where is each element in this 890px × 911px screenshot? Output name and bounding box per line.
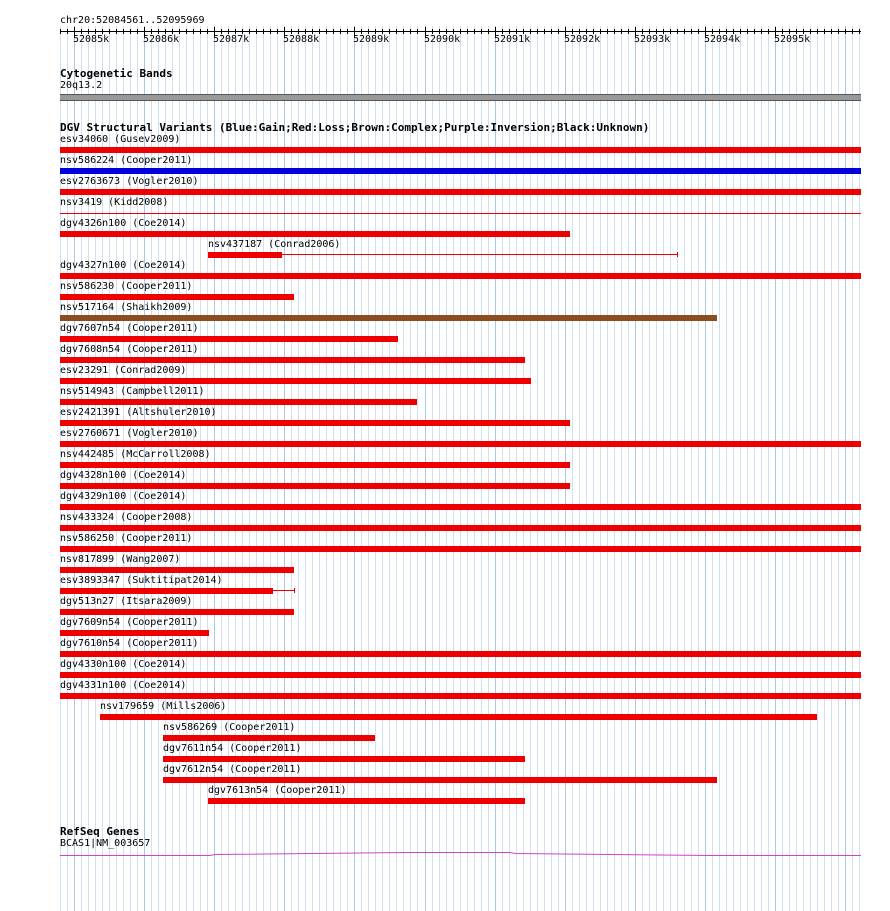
ruler-minor-tick bbox=[824, 29, 825, 34]
ruler-minor-tick bbox=[326, 29, 327, 34]
ruler-minor-tick bbox=[509, 29, 510, 34]
ruler-minor-tick bbox=[165, 29, 166, 34]
ruler-minor-tick bbox=[551, 29, 552, 34]
dgv-track-title: DGV Structural Variants (Blue:Gain;Red:Loss;Brown:Complex;Purple:Inversion;Black:Unknown) bbox=[60, 121, 650, 134]
ruler-minor-tick bbox=[95, 29, 96, 34]
ruler-minor-tick bbox=[312, 29, 313, 34]
dgv-feature-label: dgv4330n100 (Coe2014) bbox=[60, 659, 187, 670]
ruler-minor-tick bbox=[382, 29, 383, 34]
ruler-minor-tick bbox=[579, 29, 580, 34]
ruler-minor-tick bbox=[481, 29, 482, 34]
ruler-minor-tick bbox=[67, 29, 68, 34]
ruler-minor-tick bbox=[544, 29, 545, 34]
ruler-minor-tick bbox=[733, 29, 734, 34]
dgv-feature-label: nsv586224 (Cooper2011) bbox=[60, 155, 193, 166]
dgv-feature-label: nsv433324 (Cooper2008) bbox=[60, 512, 193, 523]
ruler-tick-label: 52090k bbox=[424, 34, 461, 45]
ruler-minor-tick bbox=[754, 29, 755, 34]
ruler-minor-tick bbox=[852, 29, 853, 34]
dgv-feature-ci-whisker bbox=[677, 252, 678, 257]
grid-line bbox=[817, 26, 818, 911]
ruler-minor-tick bbox=[137, 29, 138, 34]
ruler-minor-tick bbox=[488, 29, 489, 34]
dgv-feature-bar[interactable] bbox=[60, 231, 570, 237]
ruler-minor-tick bbox=[775, 29, 776, 34]
ruler-tick-label: 52092k bbox=[564, 34, 601, 45]
dgv-feature-bar[interactable] bbox=[60, 483, 570, 489]
dgv-feature-bar[interactable] bbox=[60, 462, 570, 468]
ruler-minor-tick bbox=[340, 29, 341, 34]
ruler-minor-tick bbox=[495, 29, 496, 34]
ruler-minor-tick bbox=[144, 29, 145, 34]
dgv-feature-bar[interactable] bbox=[60, 399, 417, 405]
dgv-feature-bar[interactable] bbox=[60, 213, 861, 214]
ruler-minor-tick bbox=[810, 29, 811, 34]
ruler-minor-tick bbox=[698, 29, 699, 34]
cytoband-bar[interactable] bbox=[60, 94, 861, 101]
ruler-minor-tick bbox=[558, 29, 559, 34]
ruler-minor-tick bbox=[838, 29, 839, 34]
ruler-minor-tick bbox=[305, 29, 306, 34]
ruler-minor-tick bbox=[207, 29, 208, 34]
ruler-minor-tick bbox=[256, 29, 257, 34]
gene-line bbox=[60, 853, 861, 856]
ruler-minor-tick bbox=[663, 29, 664, 34]
ruler-minor-tick bbox=[284, 29, 285, 34]
dgv-feature-bar[interactable] bbox=[60, 273, 861, 279]
dgv-feature-label: esv2760671 (Vogler2010) bbox=[60, 428, 199, 439]
ruler-minor-tick bbox=[677, 29, 678, 34]
refseq-gene-label: BCAS1|NM_003657 bbox=[60, 838, 151, 849]
ruler-minor-tick bbox=[172, 29, 173, 34]
dgv-feature-bar[interactable] bbox=[60, 504, 861, 510]
ruler-minor-tick bbox=[642, 29, 643, 34]
dgv-feature-bar[interactable] bbox=[60, 378, 531, 384]
ruler-minor-tick bbox=[635, 29, 636, 34]
dgv-feature-label: nsv586230 (Cooper2011) bbox=[60, 281, 193, 292]
ruler-minor-tick bbox=[537, 29, 538, 34]
dgv-feature-label: dgv7613n54 (Cooper2011) bbox=[208, 785, 347, 796]
ruler-minor-tick bbox=[439, 29, 440, 34]
grid-line bbox=[838, 26, 839, 911]
grid-line bbox=[831, 26, 832, 911]
ruler-minor-tick bbox=[691, 29, 692, 34]
grid-line bbox=[733, 26, 734, 911]
grid-line bbox=[747, 26, 748, 911]
ruler-minor-tick bbox=[859, 29, 860, 34]
dgv-feature-label: dgv7608n54 (Cooper2011) bbox=[60, 344, 199, 355]
ruler-minor-tick bbox=[123, 29, 124, 34]
ruler-minor-tick bbox=[803, 29, 804, 34]
grid-line bbox=[810, 26, 811, 911]
ruler-minor-tick bbox=[417, 29, 418, 34]
dgv-feature-bar[interactable] bbox=[60, 546, 861, 552]
dgv-feature-label: dgv4329n100 (Coe2014) bbox=[60, 491, 187, 502]
ruler-minor-tick bbox=[354, 29, 355, 34]
dgv-feature-label: dgv4326n100 (Coe2014) bbox=[60, 218, 187, 229]
ruler-minor-tick bbox=[130, 29, 131, 34]
ruler-minor-tick bbox=[600, 29, 601, 34]
dgv-feature-label: dgv7611n54 (Cooper2011) bbox=[163, 743, 302, 754]
ruler-minor-tick bbox=[516, 29, 517, 34]
dgv-feature-bar[interactable] bbox=[60, 609, 294, 615]
ruler-minor-tick bbox=[158, 29, 159, 34]
grid-line bbox=[761, 26, 762, 911]
ruler-minor-tick bbox=[614, 29, 615, 34]
dgv-feature-label: esv2421391 (Altshuler2010) bbox=[60, 407, 217, 418]
ruler-minor-tick bbox=[270, 29, 271, 34]
dgv-feature-label: nsv586250 (Cooper2011) bbox=[60, 533, 193, 544]
dgv-feature-bar[interactable] bbox=[208, 252, 282, 258]
dgv-feature-bar[interactable] bbox=[60, 189, 861, 195]
ruler-minor-tick bbox=[621, 29, 622, 34]
ruler-minor-tick bbox=[389, 29, 390, 34]
ruler-minor-tick bbox=[796, 29, 797, 34]
ruler-minor-tick bbox=[298, 29, 299, 34]
ruler-minor-tick bbox=[74, 29, 75, 34]
dgv-feature-label: nsv179659 (Mills2006) bbox=[100, 701, 227, 712]
grid-line bbox=[796, 26, 797, 911]
dgv-feature-label: dgv4331n100 (Coe2014) bbox=[60, 680, 187, 691]
ruler-minor-tick bbox=[726, 29, 727, 34]
ruler-minor-tick bbox=[186, 29, 187, 34]
dgv-feature-label: nsv514943 (Campbell2011) bbox=[60, 386, 205, 397]
grid-line bbox=[775, 26, 776, 911]
dgv-feature-label: nsv442485 (McCarroll2008) bbox=[60, 449, 211, 460]
ruler-minor-tick bbox=[347, 29, 348, 34]
dgv-feature-label: esv23291 (Conrad2009) bbox=[60, 365, 187, 376]
ruler-minor-tick bbox=[403, 29, 404, 34]
ruler-minor-tick bbox=[761, 29, 762, 34]
ruler-minor-tick bbox=[719, 29, 720, 34]
dgv-feature-bar[interactable] bbox=[60, 672, 861, 678]
dgv-feature-bar[interactable] bbox=[60, 168, 861, 174]
grid-line bbox=[754, 26, 755, 911]
dgv-feature-ci-line bbox=[282, 254, 677, 255]
ruler-minor-tick bbox=[782, 29, 783, 34]
dgv-feature-label: esv2763673 (Vogler2010) bbox=[60, 176, 199, 187]
ruler-minor-tick bbox=[235, 29, 236, 34]
dgv-feature-label: nsv3419 (Kidd2008) bbox=[60, 197, 169, 208]
dgv-feature-bar[interactable] bbox=[100, 714, 817, 720]
ruler-minor-tick bbox=[768, 29, 769, 34]
ruler-minor-tick bbox=[572, 29, 573, 34]
ruler-minor-tick bbox=[474, 29, 475, 34]
dgv-feature-bar[interactable] bbox=[60, 357, 525, 363]
dgv-feature-label: nsv437187 (Conrad2006) bbox=[208, 239, 341, 250]
dgv-feature-bar[interactable] bbox=[163, 735, 375, 741]
cytoband-track-title: Cytogenetic Bands bbox=[60, 67, 173, 80]
ruler-minor-tick bbox=[593, 29, 594, 34]
grid-line bbox=[824, 26, 825, 911]
ruler-tick-label: 52085k bbox=[73, 34, 110, 45]
ruler-minor-tick bbox=[193, 29, 194, 34]
ruler-minor-tick bbox=[656, 29, 657, 34]
dgv-feature-bar[interactable] bbox=[163, 756, 525, 762]
ruler-minor-tick bbox=[291, 29, 292, 34]
position-label: chr20:52084561..52095969 bbox=[60, 15, 205, 26]
ruler-minor-tick bbox=[81, 29, 82, 34]
dgv-feature-label: dgv4328n100 (Coe2014) bbox=[60, 470, 187, 481]
ruler-minor-tick bbox=[432, 29, 433, 34]
dgv-feature-ci-line bbox=[273, 590, 294, 591]
cytoband-label: 20q13.2 bbox=[60, 80, 103, 91]
ruler-minor-tick bbox=[109, 29, 110, 34]
grid-line bbox=[803, 26, 804, 911]
dgv-feature-bar[interactable] bbox=[163, 777, 717, 783]
ruler-minor-tick bbox=[467, 29, 468, 34]
ruler-tick-label: 52091k bbox=[494, 34, 531, 45]
ruler-minor-tick bbox=[740, 29, 741, 34]
ruler-minor-tick bbox=[221, 29, 222, 34]
ruler-minor-tick bbox=[333, 29, 334, 34]
ruler-minor-tick bbox=[705, 29, 706, 34]
ruler-minor-tick bbox=[361, 29, 362, 34]
ruler-tick-label: 52094k bbox=[704, 34, 741, 45]
refseq-gene-model[interactable] bbox=[0, 840, 890, 870]
dgv-feature-bar[interactable] bbox=[60, 693, 861, 699]
dgv-feature-label: dgv7612n54 (Cooper2011) bbox=[163, 764, 302, 775]
ruler-minor-tick bbox=[228, 29, 229, 34]
ruler-minor-tick bbox=[425, 29, 426, 34]
dgv-feature-label: nsv586269 (Cooper2011) bbox=[163, 722, 296, 733]
dgv-feature-bar[interactable] bbox=[60, 441, 861, 447]
ruler-minor-tick bbox=[453, 29, 454, 34]
grid-line bbox=[852, 26, 853, 911]
dgv-feature-bar[interactable] bbox=[60, 525, 861, 531]
grid-line bbox=[782, 26, 783, 911]
dgv-feature-label: nsv517164 (Shaikh2009) bbox=[60, 302, 193, 313]
dgv-feature-label: nsv817899 (Wang2007) bbox=[60, 554, 181, 565]
grid-line bbox=[719, 26, 720, 911]
grid-line bbox=[789, 26, 790, 911]
dgv-feature-label: dgv4327n100 (Coe2014) bbox=[60, 260, 187, 271]
ruler-minor-tick bbox=[102, 29, 103, 34]
ruler-minor-tick bbox=[628, 29, 629, 34]
dgv-feature-label: dgv7607n54 (Cooper2011) bbox=[60, 323, 199, 334]
ruler-minor-tick bbox=[368, 29, 369, 34]
ruler-minor-tick bbox=[242, 29, 243, 34]
ruler-tick-label: 52088k bbox=[283, 34, 320, 45]
grid-line bbox=[845, 26, 846, 911]
ruler-minor-tick bbox=[530, 29, 531, 34]
ruler-tick-label: 52087k bbox=[213, 34, 250, 45]
ruler-minor-tick bbox=[684, 29, 685, 34]
dgv-feature-bar[interactable] bbox=[60, 588, 273, 594]
dgv-feature-bar[interactable] bbox=[60, 315, 717, 321]
ruler-minor-tick bbox=[845, 29, 846, 34]
ruler-minor-tick bbox=[502, 29, 503, 34]
dgv-feature-label: dgv7610n54 (Cooper2011) bbox=[60, 638, 199, 649]
ruler-minor-tick bbox=[649, 29, 650, 34]
ruler-minor-tick bbox=[375, 29, 376, 34]
dgv-feature-ci-whisker bbox=[294, 588, 295, 593]
ruler-minor-tick bbox=[214, 29, 215, 34]
ruler-minor-tick bbox=[712, 29, 713, 34]
grid-line bbox=[768, 26, 769, 911]
dgv-feature-bar[interactable] bbox=[60, 294, 294, 300]
ruler-minor-tick bbox=[446, 29, 447, 34]
ruler-minor-tick bbox=[831, 29, 832, 34]
ruler-minor-tick bbox=[116, 29, 117, 34]
dgv-feature-label: esv34060 (Gusev2009) bbox=[60, 134, 181, 145]
dgv-feature-label: esv3893347 (Suktitipat2014) bbox=[60, 575, 223, 586]
ruler-minor-tick bbox=[60, 29, 61, 34]
ruler-tick-label: 52086k bbox=[143, 34, 180, 45]
ruler-minor-tick bbox=[319, 29, 320, 34]
ruler-minor-tick bbox=[200, 29, 201, 34]
ruler-minor-tick bbox=[277, 29, 278, 34]
dgv-feature-bar[interactable] bbox=[60, 336, 398, 342]
ruler-minor-tick bbox=[586, 29, 587, 34]
ruler-minor-tick bbox=[88, 29, 89, 34]
ruler-minor-tick bbox=[460, 29, 461, 34]
ruler-tick-label: 52095k bbox=[774, 34, 811, 45]
ruler-minor-tick bbox=[410, 29, 411, 34]
dgv-feature-bar[interactable] bbox=[208, 798, 525, 804]
ruler-tick-label: 52089k bbox=[353, 34, 390, 45]
ruler-minor-tick bbox=[249, 29, 250, 34]
dgv-feature-bar[interactable] bbox=[60, 420, 570, 426]
grid-line bbox=[740, 26, 741, 911]
grid-line bbox=[859, 26, 860, 911]
dgv-feature-bar[interactable] bbox=[60, 567, 294, 573]
dgv-feature-bar[interactable] bbox=[60, 630, 209, 636]
grid-line bbox=[726, 26, 727, 911]
ruler-minor-tick bbox=[523, 29, 524, 34]
ruler-minor-tick bbox=[396, 29, 397, 34]
ruler-minor-tick bbox=[670, 29, 671, 34]
dgv-feature-bar[interactable] bbox=[60, 147, 861, 153]
dgv-feature-label: dgv513n27 (Itsara2009) bbox=[60, 596, 193, 607]
ruler-minor-tick bbox=[179, 29, 180, 34]
ruler-minor-tick bbox=[607, 29, 608, 34]
ruler-minor-tick bbox=[565, 29, 566, 34]
ruler-minor-tick bbox=[789, 29, 790, 34]
ruler-minor-tick bbox=[263, 29, 264, 34]
ruler-tick-label: 52093k bbox=[634, 34, 671, 45]
ruler-minor-tick bbox=[817, 29, 818, 34]
refseq-track-title: RefSeq Genes bbox=[60, 825, 140, 838]
ruler-minor-tick bbox=[151, 29, 152, 34]
dgv-feature-bar[interactable] bbox=[60, 651, 861, 657]
dgv-feature-label: dgv7609n54 (Cooper2011) bbox=[60, 617, 199, 628]
ruler-minor-tick bbox=[747, 29, 748, 34]
